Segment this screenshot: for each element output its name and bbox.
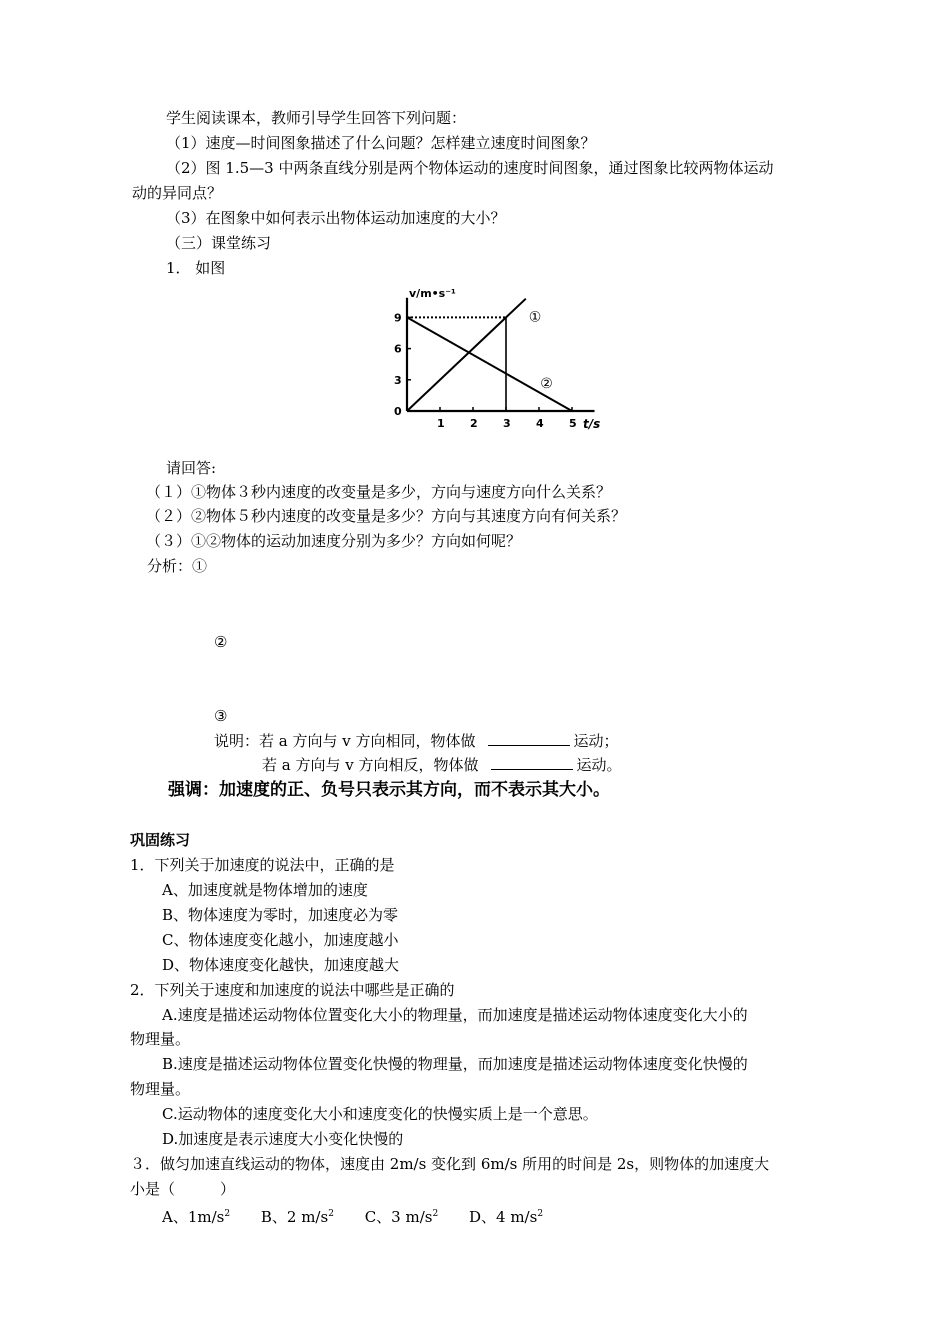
note-2-end: 运动。 <box>576 756 622 774</box>
question-2-cont: 动的异同点？ <box>132 184 223 202</box>
practice-title: 巩固练习 <box>130 831 191 849</box>
blank-2[interactable] <box>491 755 573 770</box>
practice-2-option-a: A.速度是描述运动物体位置变化大小的物理量，而加速度是描述运动物体速度变化大小的 <box>162 1006 748 1024</box>
y-tick-label: 3 <box>394 373 402 387</box>
practice-2: 2．下列关于速度和加速度的说法中哪些是正确的 <box>130 981 455 999</box>
note-line-1 <box>214 731 619 751</box>
practice-3: ３．做匀加速直线运动的物体，速度由 2m/s 变化到 6m/s 所用的时间是 2s，则物体的加速度大 <box>130 1155 770 1173</box>
practice-1: 1．下列关于加速度的说法中，正确的是 <box>130 856 395 874</box>
note-1-text: 说明：若 a 方向与 v 方向相同，物体做 <box>214 732 476 750</box>
option-c-text: C、3 m/s <box>364 1208 433 1226</box>
series-line-2 <box>407 317 572 411</box>
option-d-text: D、4 m/s <box>468 1208 538 1226</box>
option-b-exp: 2 <box>328 1209 334 1219</box>
practice-2-option-b: B.速度是描述运动物体位置变化快慢的物理量，而加速度是描述运动物体速度变化快慢的 <box>162 1055 748 1073</box>
option-a <box>162 1208 230 1226</box>
option-c <box>365 1208 439 1226</box>
note-2-text: 若 a 方向与 v 方向相反，物体做 <box>262 756 479 774</box>
practice-1-option-b: B、物体速度为零时，加速度必为零 <box>162 906 399 924</box>
answer-question-1: （１）①物体３秒内速度的改变量是多少，方向与速度方向什么关系？ <box>146 483 612 501</box>
x-tick-label: 2 <box>470 417 478 430</box>
option-b-text: B、2 m/s <box>260 1208 329 1226</box>
y-tick-label: 9 <box>394 311 402 325</box>
emphasis-note: 强调：加速度的正、负号只表示其方向，而不表示其大小。 <box>168 780 610 800</box>
analysis-mark-2: ② <box>214 633 228 651</box>
velocity-time-graph <box>385 283 615 433</box>
y-tick-label: 0 <box>394 405 402 418</box>
question-2: （2）图 1.5—3 中两条直线分别是两个物体运动的速度时间图象，通过图象比较两物体运动 <box>166 159 774 177</box>
option-d-exp: 2 <box>537 1209 544 1219</box>
note-1-end: 运动； <box>573 732 619 750</box>
x-axis-label: t/s <box>583 417 601 431</box>
x-tick-label: 3 <box>503 417 511 430</box>
option-a-exp: 2 <box>224 1209 231 1219</box>
exercise-1: 1． 如图 <box>166 259 226 277</box>
practice-3-cont: 小是（ ） <box>130 1180 236 1198</box>
series-label-1: ① <box>528 309 542 326</box>
y-tick-label: 6 <box>394 342 402 356</box>
practice-1-option-c: C、物体速度变化越小，加速度越小 <box>162 931 399 949</box>
note-line-2 <box>262 755 622 775</box>
analysis-mark-3: ③ <box>214 707 228 725</box>
analysis-label: 分析：① <box>147 557 208 575</box>
option-c-exp: 2 <box>432 1209 439 1219</box>
series-label-2: ② <box>540 375 553 392</box>
answer-prompt: 请回答: <box>166 459 217 477</box>
answer-question-2: （２）②物体５秒内速度的改变量是多少？方向与其速度方向有何关系？ <box>146 507 627 525</box>
practice-2-option-a-cont: 物理量。 <box>130 1030 191 1048</box>
practice-1-option-d: D、物体速度变化越快，加速度越大 <box>162 956 400 974</box>
x-tick-label: 5 <box>569 417 577 430</box>
practice-2-option-c: C.运动物体的速度变化大小和速度变化的快慢实质上是一个意思。 <box>162 1105 598 1123</box>
x-tick-label: 4 <box>536 417 544 430</box>
x-tick-label: 1 <box>437 417 445 430</box>
option-d <box>469 1208 543 1226</box>
y-axis-label: v/m•s⁻¹ <box>409 287 456 300</box>
blank-1[interactable] <box>488 731 570 746</box>
answer-question-3: （３）①②物体的运动加速度分别为多少？方向如何呢？ <box>146 532 522 550</box>
practice-2-option-d: D.加速度是表示速度大小变化快慢的 <box>162 1130 404 1148</box>
section-heading: （三）课堂练习 <box>166 234 272 252</box>
question-1: （1）速度—时间图象描述了什么问题？怎样建立速度时间图象？ <box>166 134 596 152</box>
series-line-1 <box>407 299 526 411</box>
option-b <box>261 1208 334 1226</box>
practice-2-option-b-cont: 物理量。 <box>130 1080 191 1098</box>
practice-3-options <box>162 1204 543 1227</box>
question-3: （3）在图象中如何表示出物体运动加速度的大小？ <box>166 209 506 227</box>
option-a-text: A、1m/s <box>162 1208 225 1226</box>
intro-line: 学生阅读课本，教师引导学生回答下列问题： <box>166 109 467 127</box>
practice-1-option-a: A、加速度就是物体增加的速度 <box>162 881 368 899</box>
